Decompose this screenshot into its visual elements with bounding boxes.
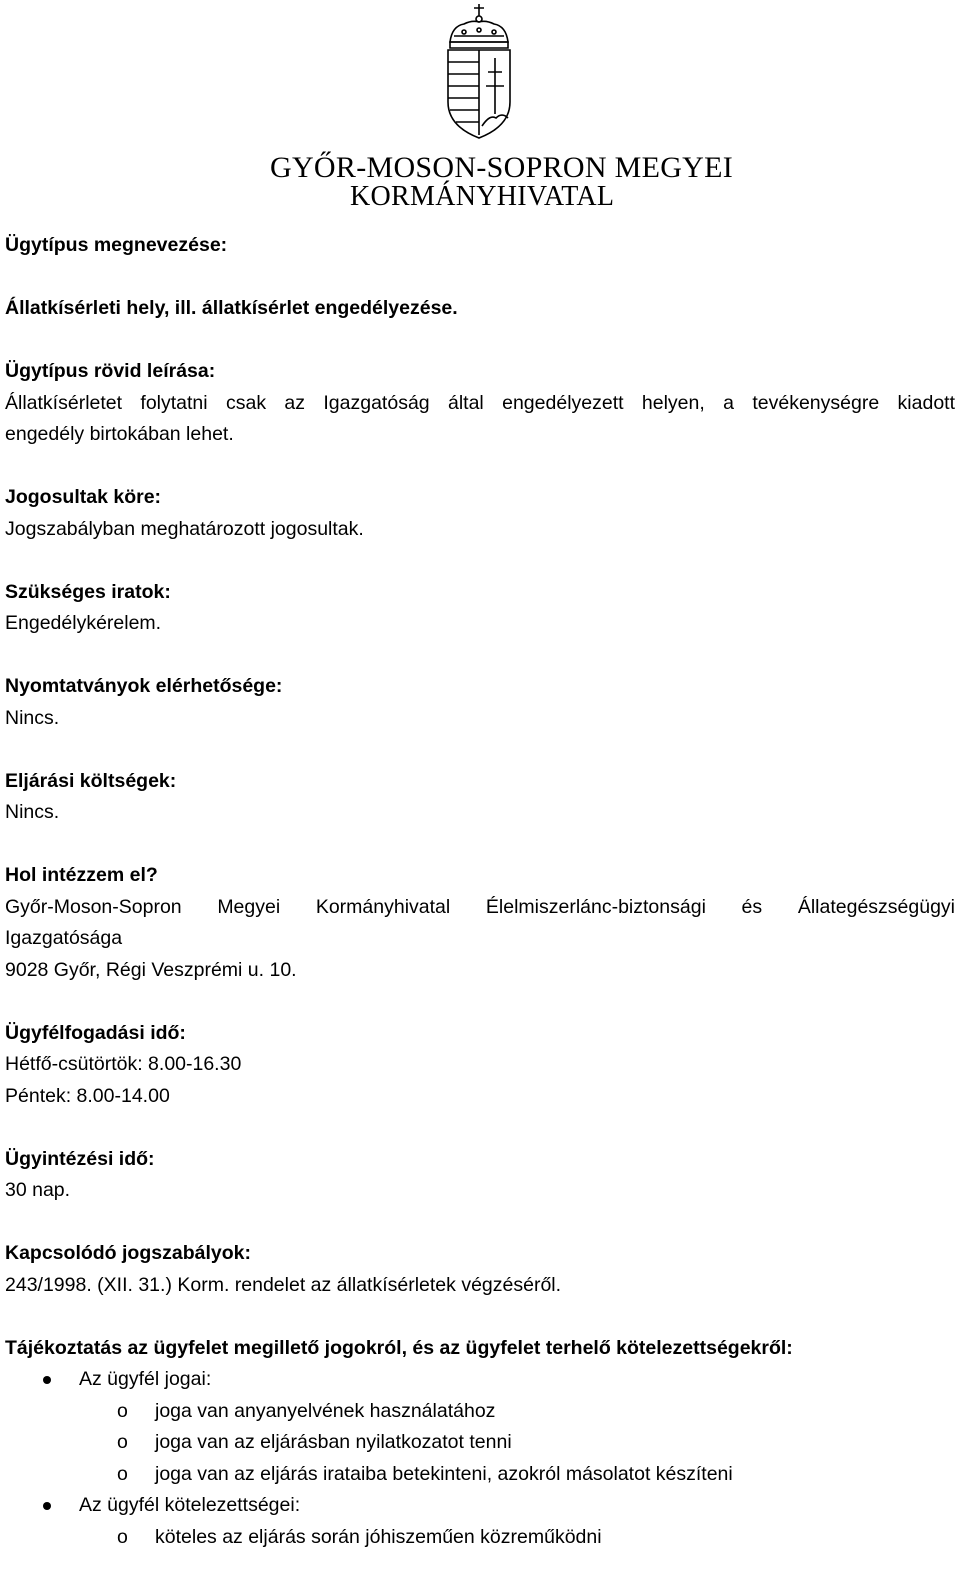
processing-time-heading: Ügyintézési idő: [5, 1147, 155, 1170]
processing-time-value: 30 nap. [5, 1179, 71, 1201]
rights-sublist [5, 1396, 955, 1491]
bullet-icon [43, 1502, 51, 1510]
organization-name-line1: GYŐR-MOSON-SOPRON MEGYEI [270, 151, 734, 184]
case-type-value: Állatkísérleti hely, ill. állatkísérlet engedélyezése. [5, 297, 458, 319]
circle-bullet-icon: o [117, 1399, 128, 1422]
case-type-heading: Ügytípus megnevezése: [5, 234, 228, 256]
document-body [5, 230, 955, 1553]
costs-value: Nincs. [5, 801, 60, 823]
documents-value: Engedélykérelem. [5, 612, 162, 634]
where-heading: Hol intézzem el? [5, 864, 158, 886]
description-line2: engedély birtokában lehet. [5, 423, 234, 445]
where-address: 9028 Győr, Régi Veszprémi u. 10. [5, 958, 297, 981]
where-line1: Győr-Moson-Sopron Megyei Kormányhivatal Élelmiszerlánc-biztonsági és Állategészségügyi [5, 895, 955, 918]
legislation-heading: Kapcsolódó jogszabályok: [5, 1242, 251, 1264]
coat-of-arms-icon [442, 2, 516, 140]
list-item [5, 1490, 955, 1553]
circle-bullet-icon: o [117, 1525, 128, 1548]
circle-bullet-icon: o [117, 1431, 128, 1453]
where-line2: Igazgatósága [5, 927, 123, 949]
list-item [5, 1396, 955, 1428]
office-hours-line2: Péntek: 8.00-14.00 [5, 1084, 170, 1107]
obligations-sublist [5, 1522, 955, 1554]
document-header [0, 0, 960, 215]
list-item [5, 1364, 955, 1490]
rights-item: joga van anyanyelvének használatához [155, 1399, 496, 1422]
bullet-icon [43, 1376, 51, 1384]
office-hours-line1: Hétfő-csütörtök: 8.00-16.30 [5, 1053, 242, 1075]
list-item [5, 1459, 955, 1491]
legislation-value: 243/1998. (XII. 31.) Korm. rendelet az állatkísérletek végzéséről. [5, 1273, 562, 1296]
rights-obligations-list [5, 1364, 955, 1553]
description-heading: Ügytípus rövid leírása: [5, 360, 216, 382]
costs-heading: Eljárási költségek: [5, 769, 177, 792]
rights-item: joga van az eljárásban nyilatkozatot tenni [155, 1431, 512, 1453]
documents-heading: Szükséges iratok: [5, 580, 171, 603]
forms-value: Nincs. [5, 706, 60, 729]
eligible-value: Jogszabályban meghatározott jogosultak. [5, 517, 364, 540]
eligible-heading: Jogosultak köre: [5, 486, 162, 508]
list-item [5, 1427, 955, 1459]
rights-label: Az ügyfél jogai: [79, 1368, 212, 1390]
organization-name-line2: KORMÁNYHIVATAL [350, 181, 615, 212]
obligations-item: köteles az eljárás során jóhiszeműen közreműködni [155, 1525, 602, 1548]
office-hours-heading: Ügyfélfogadási idő: [5, 1021, 186, 1044]
rights-obligations-heading: Tájékoztatás az ügyfelet megillető jogokról, és az ügyfelet terhelő kötelezettségekről: [5, 1336, 793, 1359]
rights-item: joga van az eljárás irataiba betekinteni, azokról másolatot készíteni [155, 1462, 733, 1485]
description-line1: Állatkísérletet folytatni csak az Igazgatóság által engedélyezett helyen, a tevékenységre kiadott [5, 391, 955, 414]
forms-heading: Nyomtatványok elérhetősége: [5, 675, 283, 697]
list-item [5, 1522, 955, 1554]
obligations-label: Az ügyfél kötelezettségei: [79, 1494, 301, 1516]
circle-bullet-icon: o [117, 1462, 128, 1485]
